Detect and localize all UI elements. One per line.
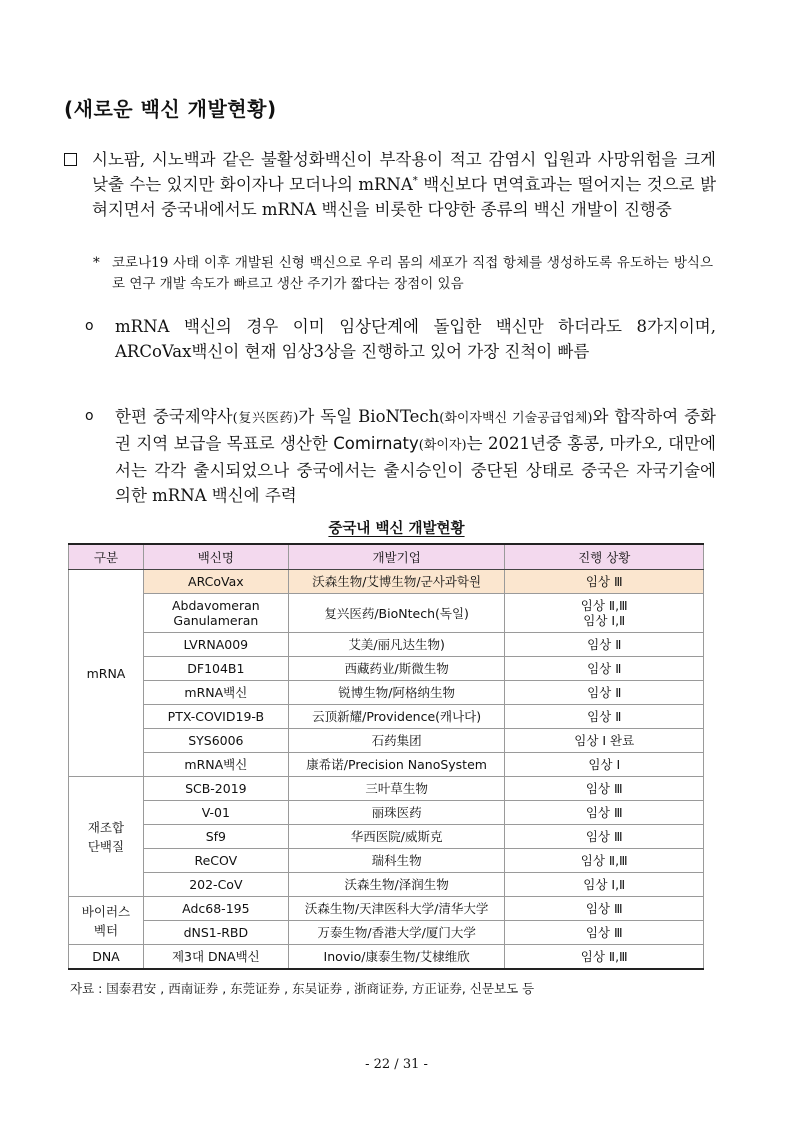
table-header-row — [69, 544, 704, 570]
bullet-text: 한편 중국제약사(复兴医药)가 독일 BioNTech(화이자백신 기술공급업체)와 합작하여 중화권 지역 보급을 목표로 생산한 Comirnaty(화이자)는 2021년중 홍콩, 마카오, 대만에서는 각각 출시되었으나 중국에서는 출시승인이 중단된 상태로 중국은 자국기술에 의한 mRNA 백신에 주력 — [115, 407, 716, 505]
category-mrna: mRNA — [69, 570, 144, 777]
table-row: Sf9 华西医院/威斯克 임상 Ⅲ — [69, 825, 704, 849]
vaccine-table — [68, 543, 704, 970]
category-recombinant-protein: 재조합 단백질 — [69, 777, 144, 897]
header-category: 구분 — [69, 544, 144, 570]
table-row: LVRNA009 艾美/丽凡达生物) 임상 Ⅱ — [69, 633, 704, 657]
source-note: 자료 : 国泰君安 , 西南证券 , 东莞证券 , 东吴证券 , 浙商证券, 方正证券, 신문보도 등 — [70, 981, 535, 996]
table-row: PTX-COVID19-B 云顶新耀/Providence(캐나다) 임상 Ⅱ — [69, 705, 704, 729]
header-company: 개발기업 — [288, 544, 505, 570]
square-bullet-icon — [64, 153, 77, 166]
table-row: 재조합 단백질 SCB-2019 三叶草生物 임상 Ⅲ — [69, 777, 704, 801]
table-row: DNA 제3대 DNA백신 Inovio/康泰生物/艾棣维欣 임상 Ⅱ,Ⅲ — [69, 945, 704, 970]
table-row: SYS6006 石药集团 임상 Ⅰ 완료 — [69, 729, 704, 753]
footnote — [93, 253, 713, 295]
table-row: ReCOV 瑞科生物 임상 Ⅱ,Ⅲ — [69, 849, 704, 873]
table-row: 바이러스 벡터 Adc68-195 沃森生物/天津医科大学/清华大学 임상 Ⅲ — [69, 897, 704, 921]
circle-bullet-icon: o — [85, 318, 94, 334]
table-row: mRNA백신 锐博生物/阿格纳生物 임상 Ⅱ — [69, 681, 704, 705]
bullet-text: mRNA 백신의 경우 이미 임상단계에 돌입한 백신만 하더라도 8가지이며, ARCoVax백신이 현재 임상3상을 진행하고 있어 가장 진척이 빠름 — [115, 317, 716, 361]
bullet-item — [85, 404, 716, 508]
category-viral-vector: 바이러스 벡터 — [69, 897, 144, 945]
table-row: dNS1-RBD 万泰生物/香港大学/厦门大学 임상 Ⅲ — [69, 921, 704, 945]
table-caption: 중국내 백신 개발현황 — [328, 521, 465, 537]
footnote-text: 코로나19 사태 이후 개발된 신형 백신으로 우리 몸의 세포가 직접 항체를 생성하도록 유도하는 방식으로 연구 개발 속도가 빠르고 생산 주기가 짧다는 장점이 있음 — [112, 255, 713, 292]
bullet-item — [85, 314, 716, 364]
table-row: 202-CoV 沃森生物/泽润生物 임상 Ⅰ,Ⅱ — [69, 873, 704, 897]
category-dna: DNA — [69, 945, 144, 970]
table-row: Abdavomeran Ganulameran 复兴医药/BioNtech(독일) 임상 Ⅱ,Ⅲ 임상 Ⅰ,Ⅱ — [69, 594, 704, 633]
footnote-marker: * — [412, 175, 418, 187]
header-vaccine: 백신명 — [143, 544, 288, 570]
circle-bullet-icon: o — [85, 408, 94, 424]
asterisk-marker: * — [93, 255, 100, 271]
page-number: - 22 / 31 - — [365, 1057, 428, 1072]
main-paragraph — [64, 147, 716, 222]
table-row: DF104B1 西藏药业/斯微生物 임상 Ⅱ — [69, 657, 704, 681]
section-heading: (새로운 백신 개발현황) — [64, 97, 277, 121]
header-status: 진행 상황 — [505, 544, 704, 570]
table-row: mRNA백신 康希诺/Precision NanoSystem 임상 Ⅰ — [69, 753, 704, 777]
table-row: mRNA ARCoVax 沃森生物/艾博生物/군사과학원 임상 Ⅲ — [69, 570, 704, 594]
table-row: V-01 丽珠医药 임상 Ⅲ — [69, 801, 704, 825]
main-paragraph-text: 시노팜, 시노백과 같은 불활성화백신이 부작용이 적고 감염시 입원과 사망위험을 크게 낮출 수는 있지만 화이자나 모더나의 mRNA* 백신보다 면역효과는 떨어지는 것으로 밝혀지면서 중국내에서도 mRNA 백신을 비롯한 다양한 종류의 백신 개발이 진행중 — [92, 150, 717, 219]
